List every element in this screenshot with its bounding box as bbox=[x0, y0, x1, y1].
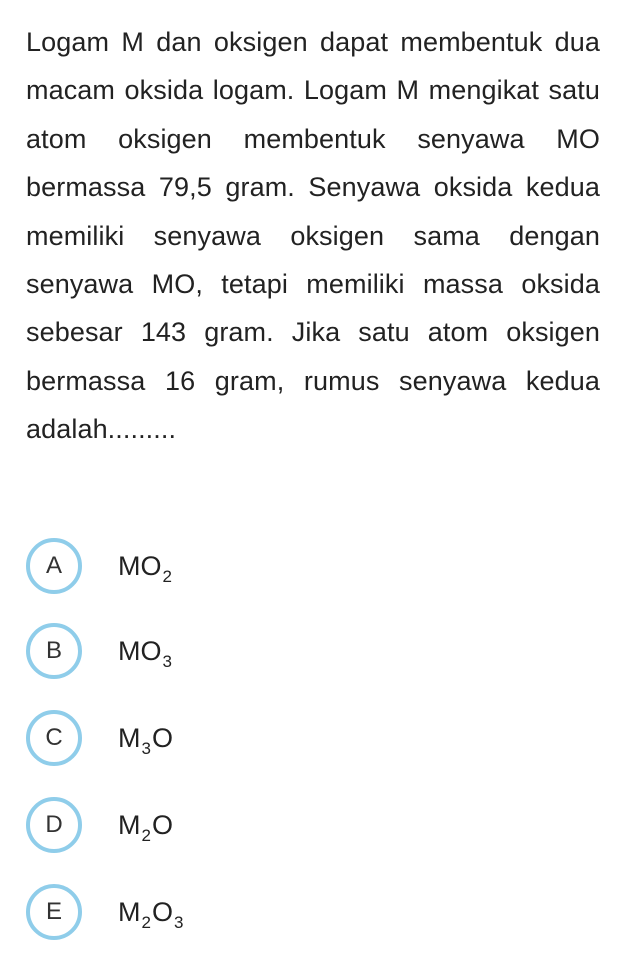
option-c[interactable] bbox=[20, 702, 420, 774]
formula-subscript: 3 bbox=[162, 651, 172, 671]
formula-part: M bbox=[118, 896, 141, 927]
question-text: Logam M dan oksigen dapat membentuk dua macam oksida logam. Logam M mengikat satu atom oksigen membentuk senyawa MO bermassa 79,5 gram. Senyawa oksida kedua memiliki senyawa oksigen sama dengan senyawa MO, tetapi memiliki massa oksida sebesar 143 gram. Jika satu atom oksigen bermassa 16 gram, rumus senyawa kedua adalah......... bbox=[26, 27, 600, 445]
option-c-letter-badge: C bbox=[26, 710, 82, 766]
formula-subscript: 2 bbox=[162, 566, 172, 586]
option-a-formula bbox=[118, 550, 175, 586]
option-a[interactable] bbox=[20, 530, 420, 602]
option-b-letter-badge: B bbox=[26, 623, 82, 679]
formula-part: M bbox=[118, 722, 141, 753]
option-e[interactable] bbox=[20, 876, 420, 948]
formula-subscript: 2 bbox=[141, 825, 151, 845]
formula-part: M bbox=[118, 809, 141, 840]
formula-part: O bbox=[151, 722, 173, 753]
formula-part: O bbox=[151, 809, 173, 840]
formula-subscript: 2 bbox=[141, 912, 151, 932]
formula-part: MO bbox=[118, 635, 162, 666]
option-e-letter-badge: E bbox=[26, 884, 82, 940]
option-a-letter-badge: A bbox=[26, 538, 82, 594]
formula-part: O bbox=[151, 896, 173, 927]
option-d-formula bbox=[118, 809, 175, 845]
option-b[interactable] bbox=[20, 615, 420, 687]
option-d-letter-badge: D bbox=[26, 797, 82, 853]
option-e-formula bbox=[118, 896, 184, 932]
option-d[interactable] bbox=[20, 789, 420, 861]
formula-part: MO bbox=[118, 550, 162, 581]
formula-subscript: 3 bbox=[141, 738, 151, 758]
option-c-formula bbox=[118, 722, 175, 758]
formula-subscript: 3 bbox=[173, 912, 184, 932]
option-b-formula bbox=[118, 635, 175, 671]
